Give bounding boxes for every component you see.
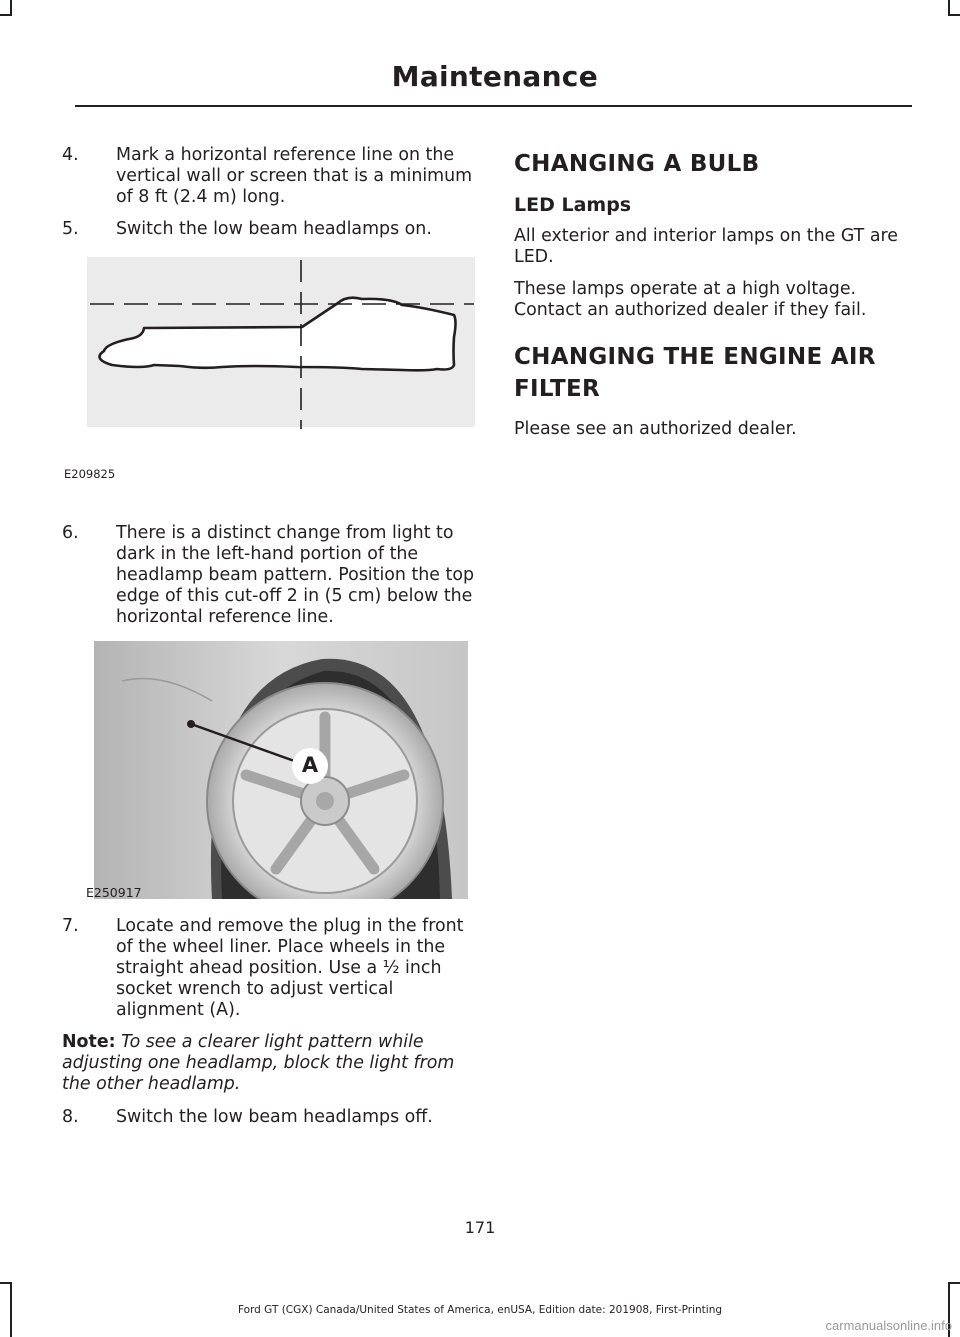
crop-mark-top-right <box>948 14 960 16</box>
step-number: 5. <box>62 219 79 239</box>
step-text: Switch the low beam headlamps off. <box>116 1107 433 1127</box>
hub-center <box>316 792 334 810</box>
section-heading-engine-air-filter <box>514 341 914 405</box>
step-5 <box>62 219 482 240</box>
callout-label-a: A <box>301 753 319 777</box>
page-title: Maintenance <box>391 60 598 93</box>
step-6 <box>62 523 482 628</box>
figure-code: E250917 <box>86 885 142 900</box>
beam-pattern-figure <box>62 257 482 523</box>
heading-line-1: CHANGING THE ENGINE AIR <box>514 344 876 370</box>
figure-code: E209825 <box>64 467 116 481</box>
wheel-illustration <box>62 641 482 899</box>
heading-line-2: FILTER <box>514 376 601 402</box>
callout-anchor-dot <box>187 720 195 728</box>
step-4 <box>62 145 482 208</box>
note-label: Note: <box>62 1032 116 1052</box>
crop-mark-bottom-right <box>948 1282 960 1284</box>
step-7 <box>62 916 482 1021</box>
step-number: 7. <box>62 916 79 936</box>
watermark: carmanualsonline.info <box>825 1318 952 1333</box>
step-number: 8. <box>62 1107 79 1127</box>
section-heading-changing-a-bulb: CHANGING A BULB <box>514 151 760 177</box>
paragraph-high-voltage: These lamps operate at a high voltage. Contact an authorized dealer if they fail. <box>514 279 867 320</box>
step-text: Locate and remove the plug in the front of the wheel liner. Place wheels in the straight ahead position. Use a ½ inch socket wrench to adjust vertical alignment (A). <box>116 916 464 1020</box>
wheel-figure <box>62 641 482 916</box>
beam-pattern-illustration <box>62 257 482 497</box>
crop-mark-top-right <box>948 0 950 15</box>
edition-footer: Ford GT (CGX) Canada/United States of America, enUSA, Edition date: 201908, First-Printing <box>237 1304 723 1316</box>
crop-mark-bottom-left <box>0 1282 12 1284</box>
page-number: 171 <box>464 1218 496 1237</box>
step-text: Switch the low beam headlamps on. <box>116 219 432 239</box>
header-rule <box>75 105 912 107</box>
paragraph-led-lamps: All exterior and interior lamps on the GT are LED. <box>514 226 898 267</box>
crop-mark-top-left <box>10 0 12 15</box>
right-column <box>514 145 914 451</box>
step-number: 4. <box>62 145 79 165</box>
step-8 <box>62 1107 482 1128</box>
step-text: Mark a horizontal reference line on the vertical wall or screen that is a minimum of 8 ft (2.4 m) long. <box>116 145 473 207</box>
note <box>62 1032 482 1095</box>
step-text: There is a distinct change from light to dark in the left-hand portion of the headlamp beam pattern. Position the top edge of this cut-off 2 in (5 cm) below the horizontal reference line. <box>116 523 475 627</box>
paragraph-air-filter: Please see an authorized dealer. <box>514 419 797 439</box>
note-text: To see a clearer light pattern while adjusting one headlamp, block the light from the other headlamp. <box>62 1032 455 1094</box>
crop-mark-top-left <box>0 14 12 16</box>
step-number: 6. <box>62 523 79 543</box>
left-column <box>62 145 482 1139</box>
subheading-led-lamps: LED Lamps <box>514 194 632 216</box>
